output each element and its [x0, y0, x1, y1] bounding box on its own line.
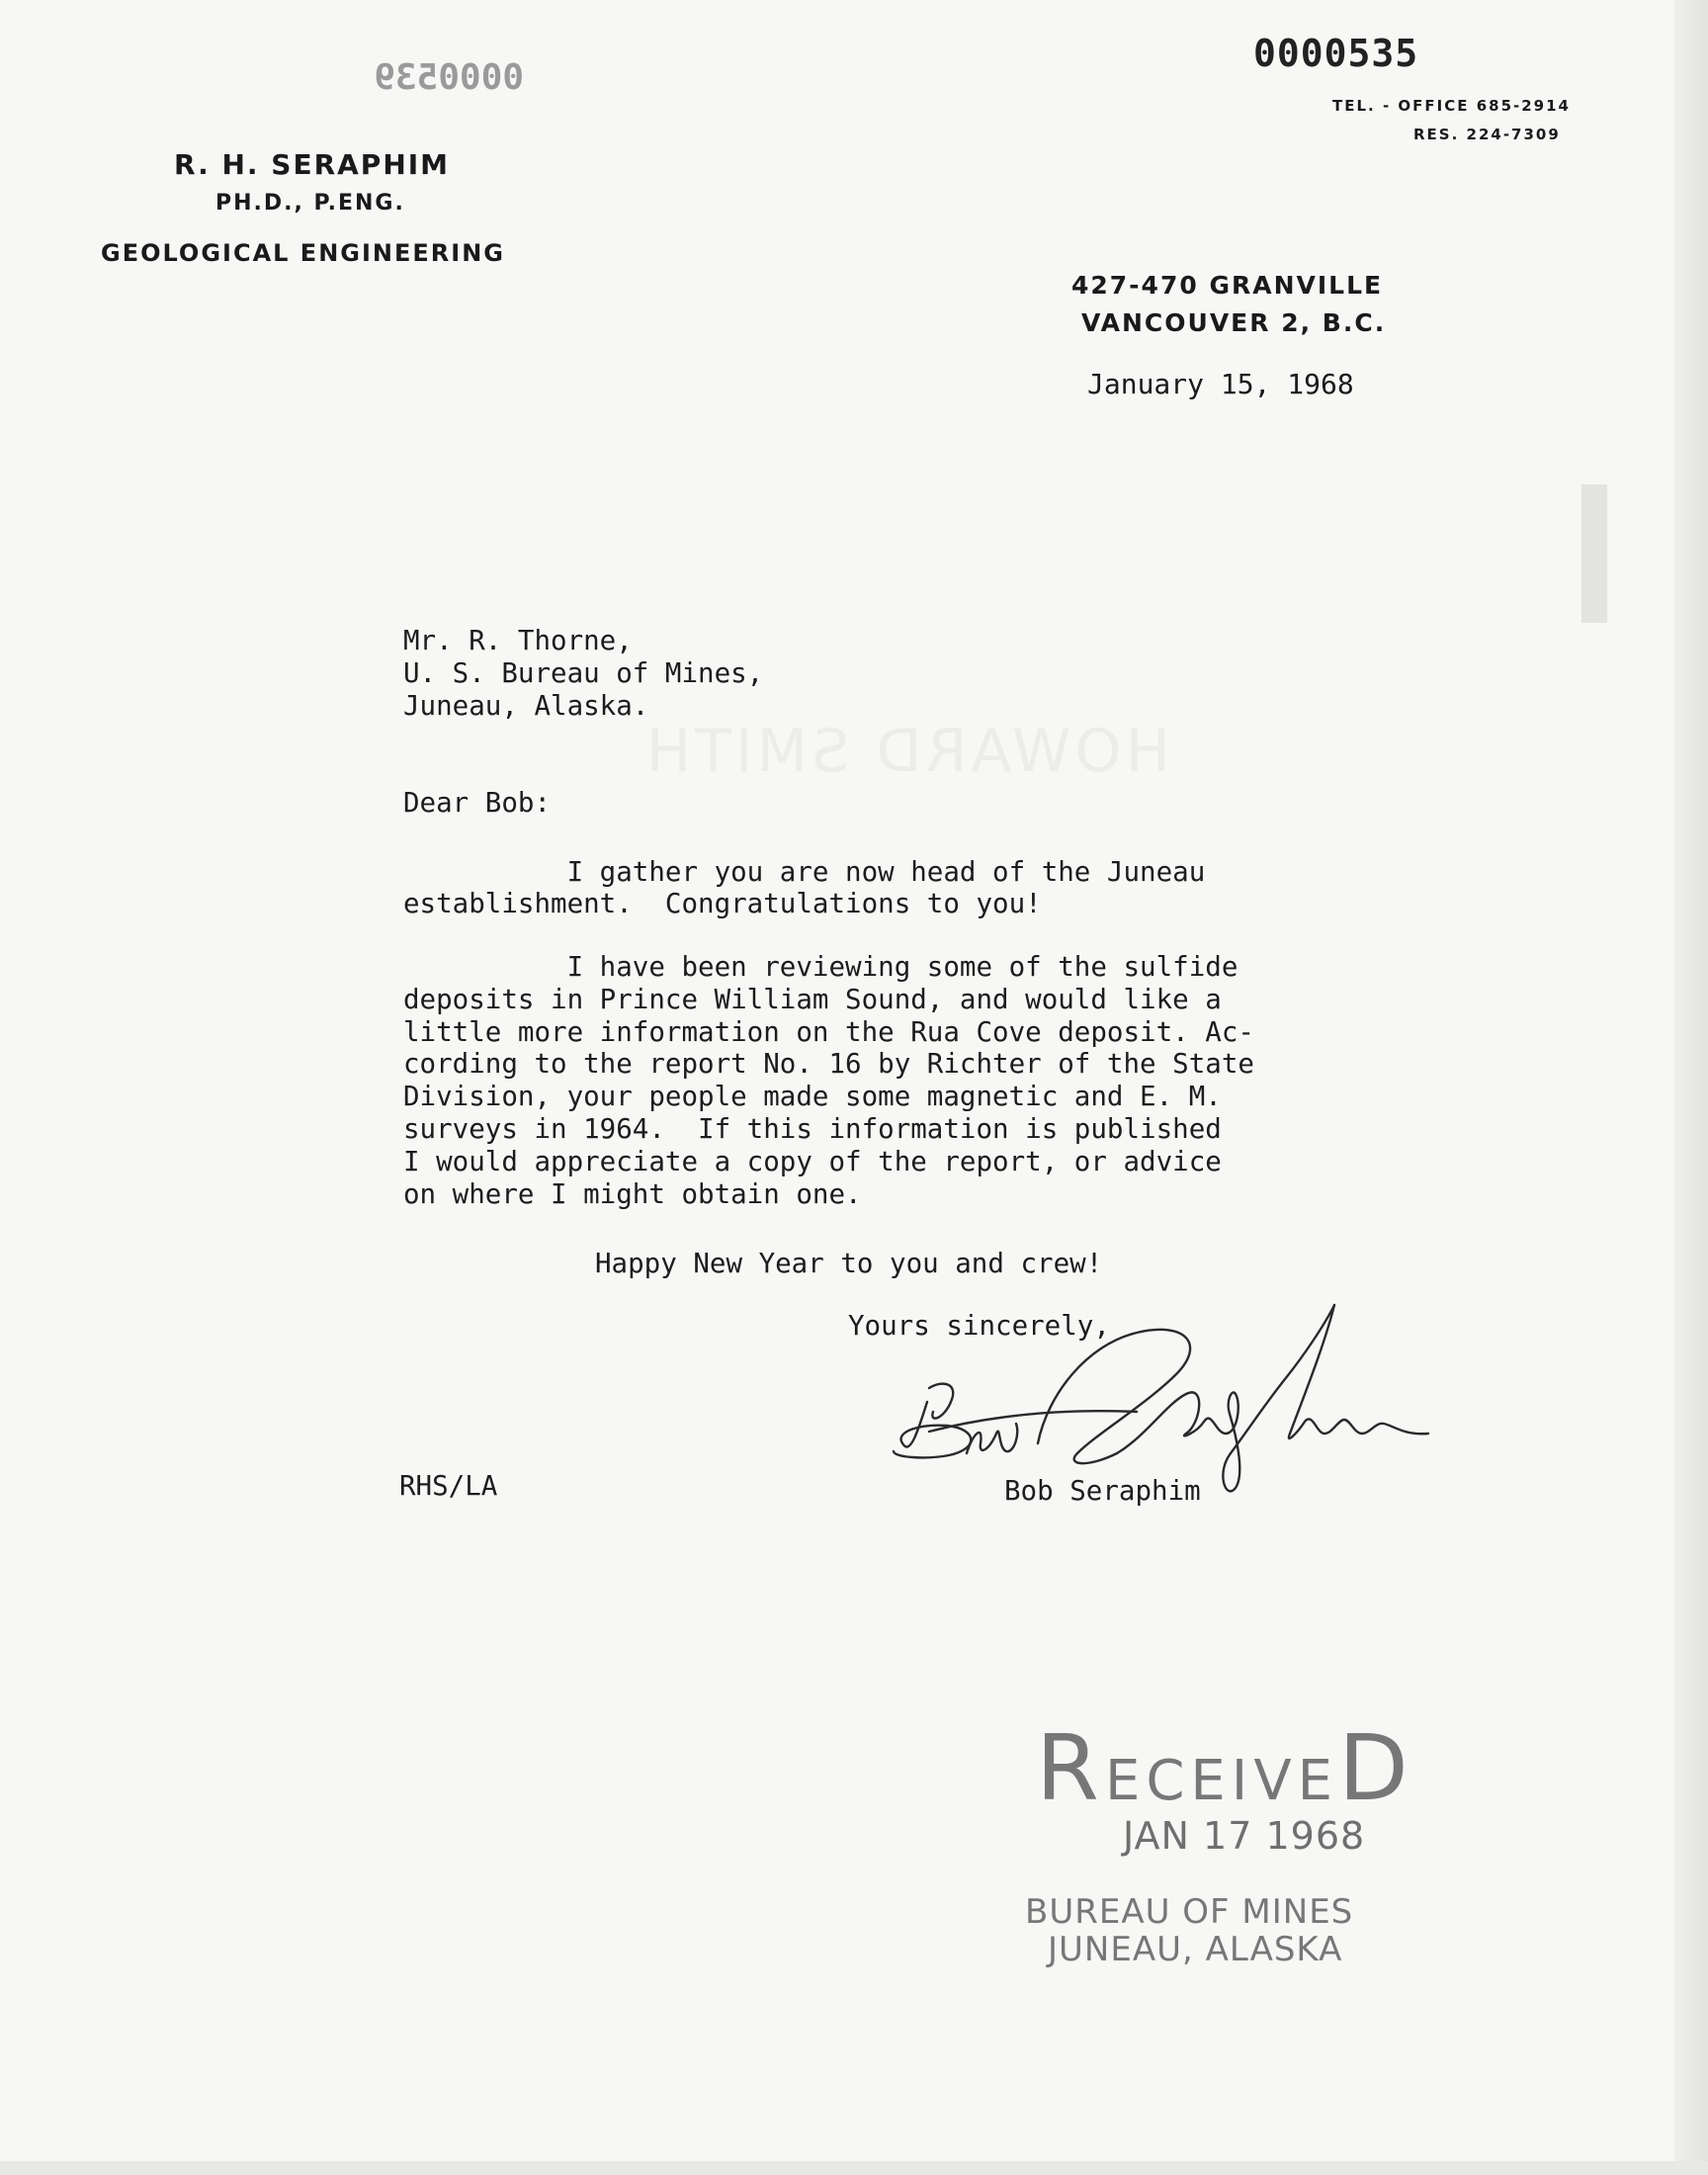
letterhead-department: GEOLOGICAL ENGINEERING: [101, 239, 505, 267]
received-stamp-org-line1: BUREAU OF MINES: [1025, 1892, 1354, 1932]
recipient-line1: Mr. R. Thorne,: [403, 625, 633, 656]
scan-shadow-mark: [1581, 484, 1607, 623]
sender-address-line1: 427-470 GRANVILLE: [1071, 271, 1384, 300]
paragraph-congratulations: I gather you are now head of the Juneau establishment. Congratulations to you!: [403, 856, 1206, 919]
recipient-line2: U. S. Bureau of Mines,: [403, 657, 764, 689]
received-stamp-first-letter: R: [1036, 1715, 1105, 1821]
received-stamp: [1036, 1715, 1414, 1821]
letterhead-name: R. H. SERAPHIM: [174, 148, 451, 181]
bleed-through-text: HOWARD SMITH: [642, 717, 1170, 786]
office-phone: TEL. - OFFICE 685-2914: [1332, 97, 1571, 115]
received-stamp-date: JAN 17 1968: [1123, 1814, 1366, 1858]
signer-name: Bob Seraphim: [1004, 1475, 1201, 1507]
sender-address-line2: VANCOUVER 2, B.C.: [1081, 308, 1387, 337]
closing-wish: Happy New Year to you and crew!: [595, 1248, 1103, 1279]
handwritten-signature: [890, 1285, 1542, 1503]
scan-edge-bottom: [0, 2161, 1708, 2175]
received-stamp-middle: ECEIVE: [1104, 1749, 1339, 1813]
document-number-bleed: 0000539: [374, 57, 524, 98]
typist-initials: RHS/LA: [399, 1470, 498, 1502]
document-number: 0000535: [1253, 32, 1419, 75]
residence-phone: RES. 224-7309: [1413, 126, 1561, 143]
closing-phrase: Yours sincerely,: [848, 1310, 1110, 1342]
salutation: Dear Bob:: [403, 787, 552, 819]
letter-date: January 15, 1968: [1087, 368, 1354, 400]
paragraph-request: I have been reviewing some of the sulfide deposits in Prince William Sound, and would like a little more information on the Rua Cove deposit. Ac- cording to the report No. 16 by Richter of the State Division, your people made some magnetic and E. M. surveys in 1964. If this information is published I would appreciate a copy of the report, or advice on where I might obtain one.: [403, 951, 1254, 1210]
received-stamp-org-line2: JUNEAU, ALASKA: [1048, 1930, 1343, 1969]
recipient-line3: Juneau, Alaska.: [403, 690, 649, 722]
received-stamp-last-letter: D: [1338, 1715, 1414, 1821]
letterhead-degrees: PH.D., P.ENG.: [215, 191, 405, 216]
scan-edge-right: [1674, 0, 1708, 2175]
